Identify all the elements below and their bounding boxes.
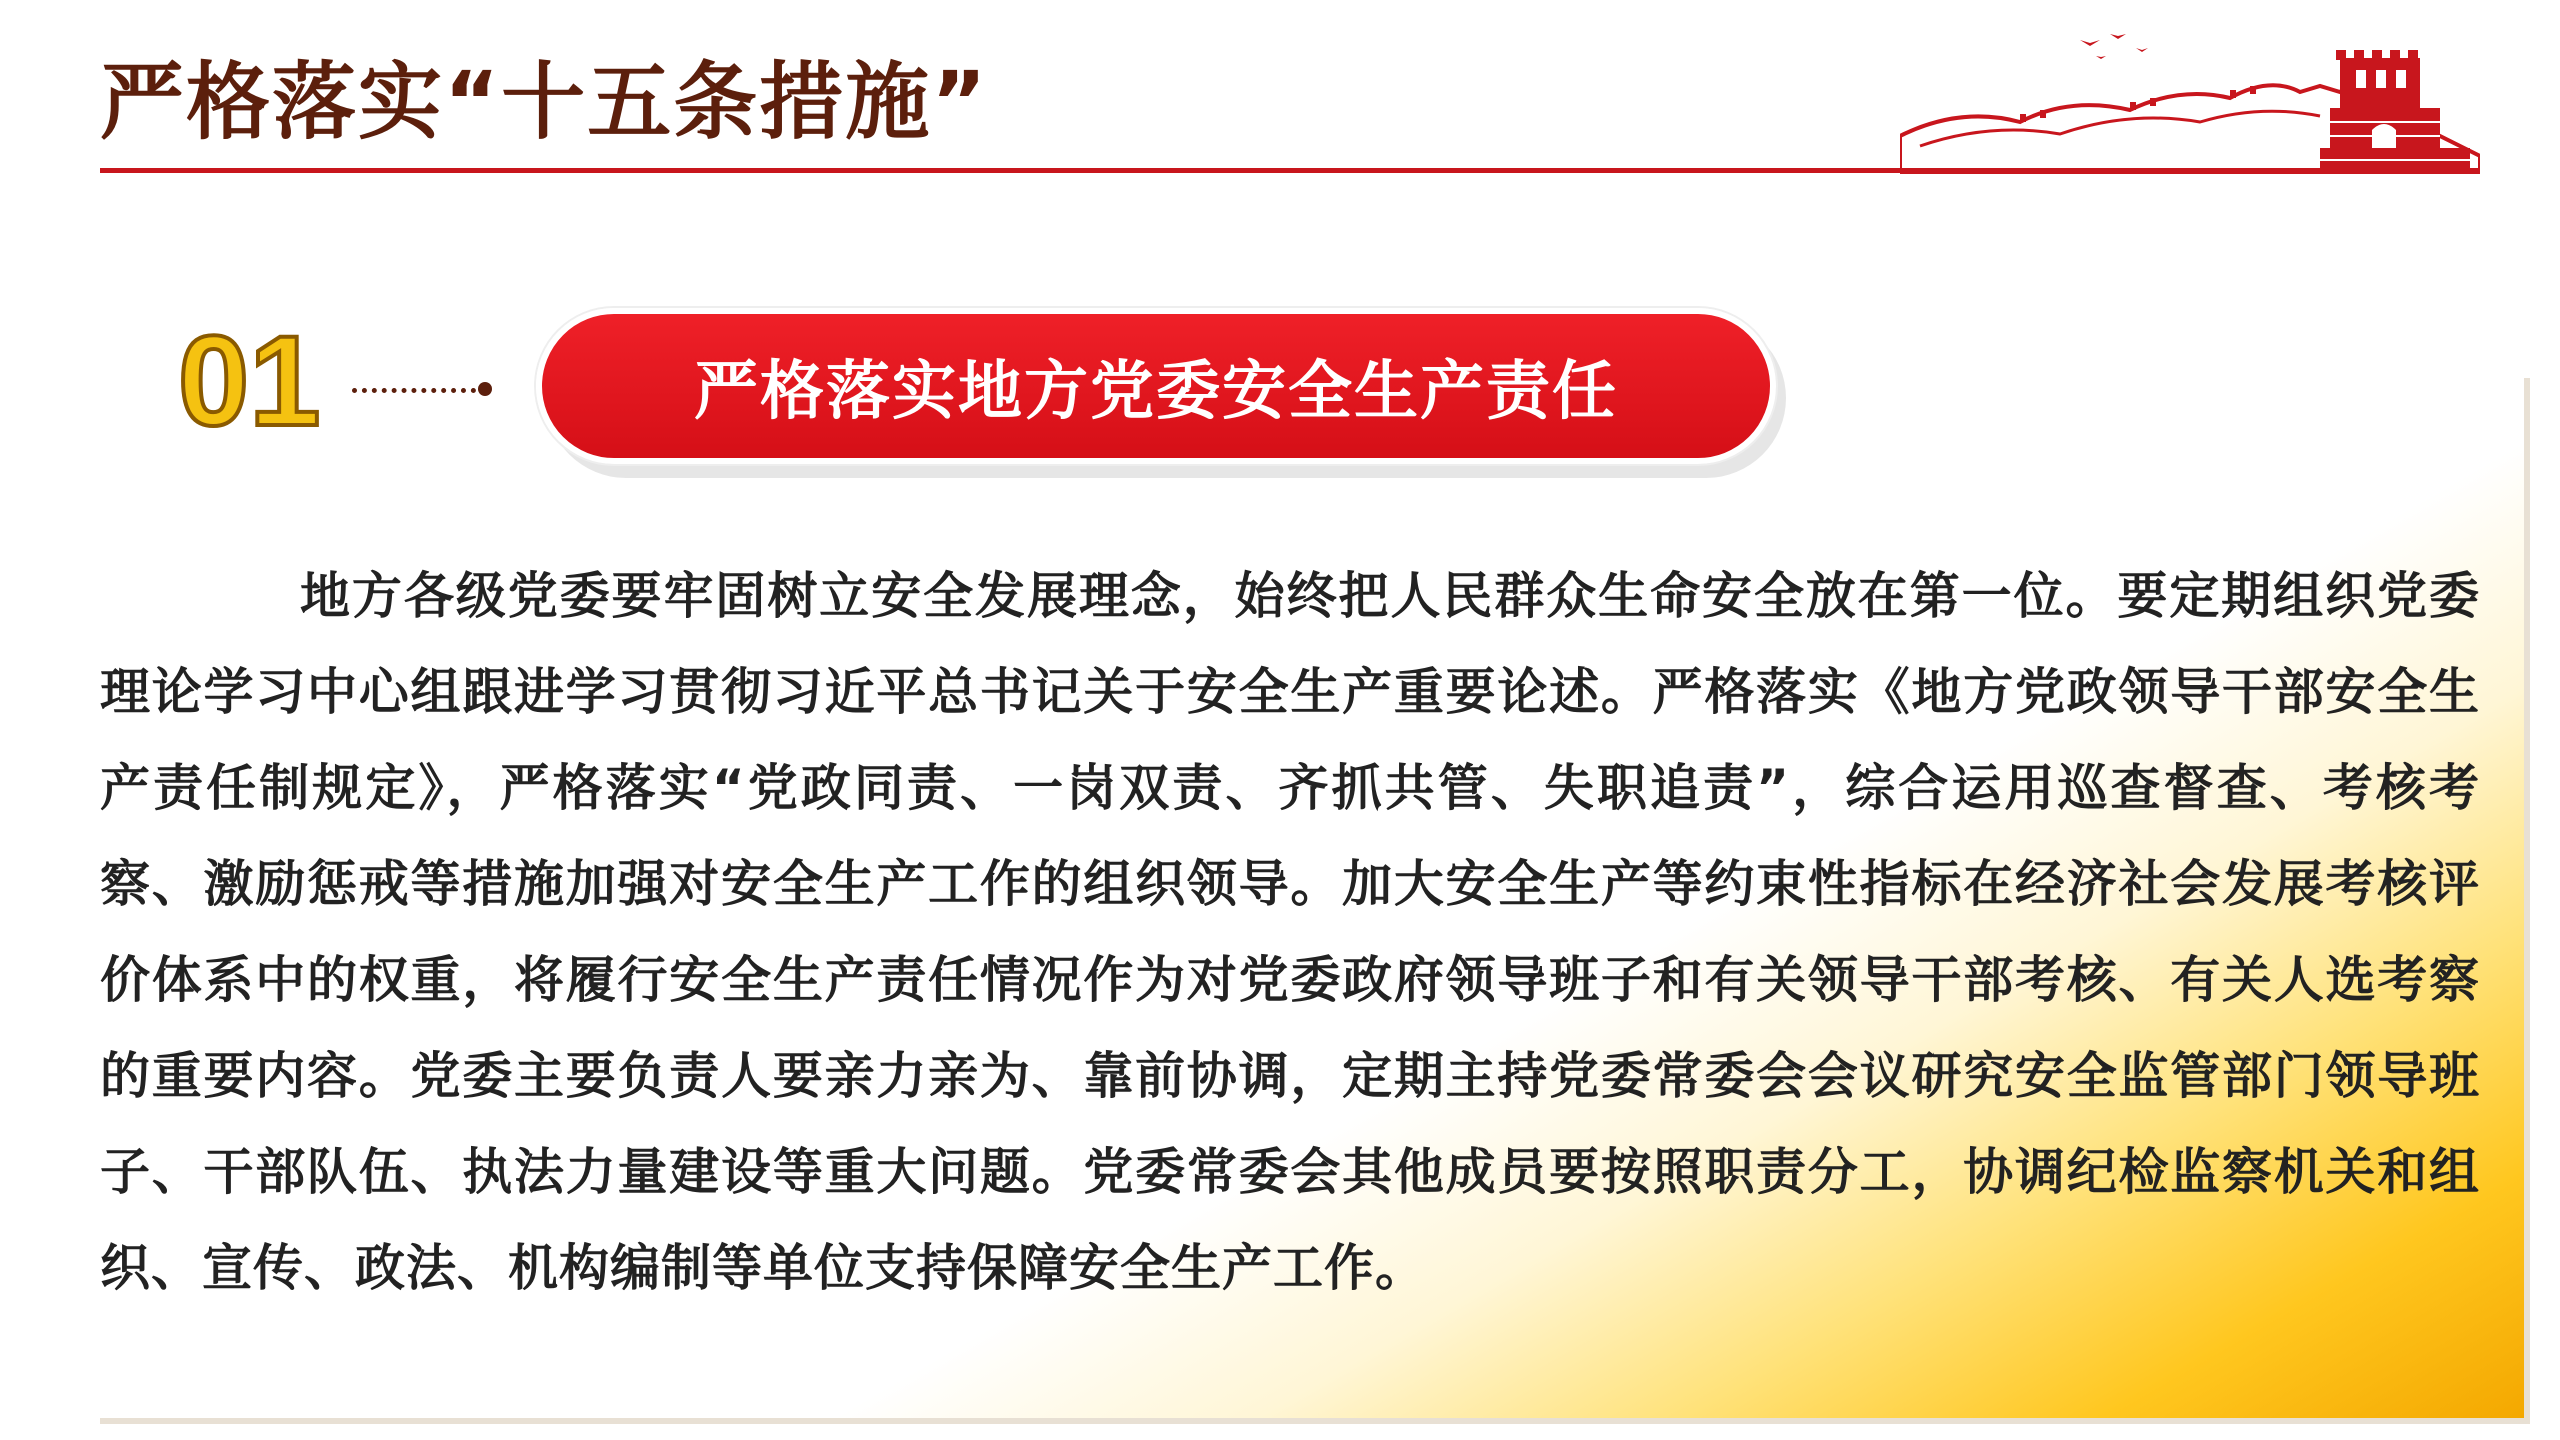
dotted-connector xyxy=(352,388,476,393)
body-paragraph: 地方各级党委要牢固树立安全发展理念，始终把人民群众生命安全放在第一位。要定期组织党委理论学习中心组跟进学习贯彻习近平总书记关于安全生产重要论述。严格落实《地方党政领导干部安全生产责任制规定》，严格落实“党政同责、一岗双责、齐抓共管、失职追责”，综合运用巡查督查、考核考察、激励惩戒等措施加强对安全生产工作的组织领导。加大安全生产等约束性指标在经济社会发展考核评价体系中的权重，将履行安全生产责任情况作为对党委政府领导班子和有关领导干部考核、有关人选考察的重要内容。党委主要负责人要亲力亲为、靠前协调，定期主持党委常委会会议研究安全监管部门领导班子、干部队伍、执法力量建设等重大问题。党委常委会其他成员要按照职责分工，协调纪检监察机关和组织、宣传、政法、机构编制等单位支持保障安全生产工作。 xyxy=(100,567,2480,1297)
great-wall-icon xyxy=(1900,26,2480,174)
page-title: 严格落实“十五条措施” xyxy=(100,53,989,151)
section-number: 01 xyxy=(178,310,321,453)
connector-dot xyxy=(478,382,492,396)
section-heading-pill xyxy=(536,308,1776,464)
header-divider xyxy=(100,168,2480,173)
birds-icon xyxy=(2080,34,2148,59)
section-heading: 严格落实地方党委安全生产责任 xyxy=(694,355,1618,429)
